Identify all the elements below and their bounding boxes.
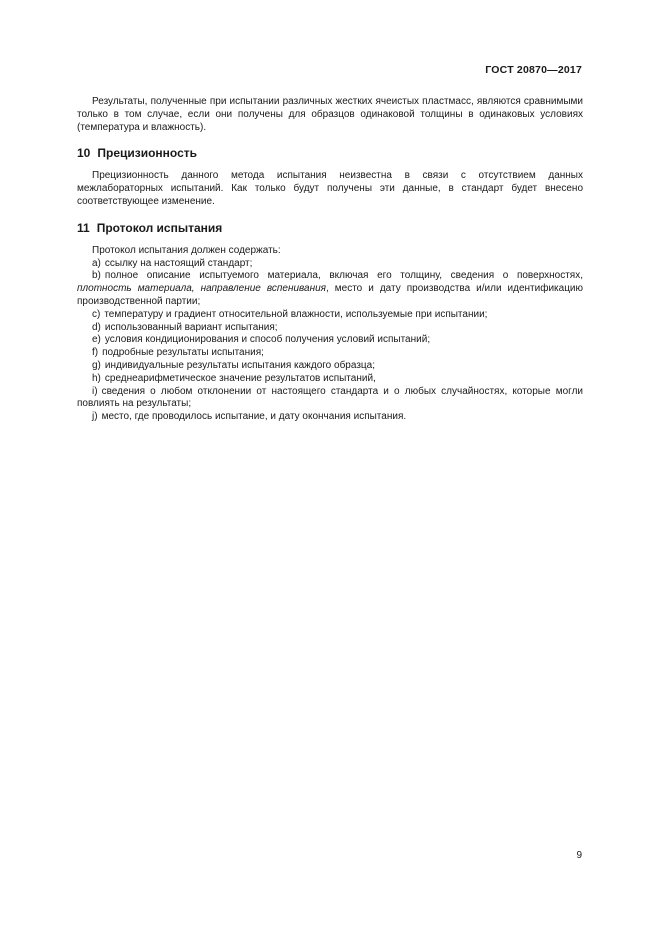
list-marker: b) bbox=[92, 270, 101, 282]
list-item-text: ссылку на настоящий стандарт; bbox=[104, 257, 253, 269]
list-item-italic-text: плотность материала, направление вспенивания bbox=[77, 283, 326, 295]
page-content bbox=[77, 96, 583, 424]
list-item-text: условия кондиционирования и способ получения условий испытаний; bbox=[104, 334, 431, 346]
list-item-a bbox=[77, 258, 583, 271]
list-marker: j) bbox=[92, 411, 98, 423]
list-marker: f) bbox=[92, 347, 99, 359]
section-11-title: Протокол испытания bbox=[96, 220, 223, 235]
list-item-h bbox=[77, 373, 583, 386]
list-item-text: место, где проводилось испытание, и дату окончания испытания. bbox=[101, 411, 407, 423]
list-item-text: среднеарифметическое значение результатов испытаний, bbox=[104, 372, 376, 384]
section-11-number: 11 bbox=[77, 220, 90, 235]
list-item-b bbox=[77, 270, 583, 308]
intro-paragraph: Результаты, полученные при испытании различных жестких ячеистых пластмасс, являются сравнимыми только в том случае, если они получены для образцов одинаковой толщины в одинаковых условиях (температура и влажность). bbox=[77, 96, 583, 133]
section-10-title: Прецизионность bbox=[97, 146, 198, 161]
page-number: 9 bbox=[576, 850, 582, 861]
section-10-paragraph: Прецизионность данного метода испытания неизвестна в связи с отсутствием данных межлабораторных испытаний. Как только будут получены эти данные, в стандарт будет внесено соответствующее изменение. bbox=[77, 170, 583, 207]
document-code: ГОСТ 20870—2017 bbox=[485, 64, 582, 76]
list-item-text: температуру и градиент относительной влажности, используемые при испытании; bbox=[104, 308, 488, 320]
list-item-c bbox=[77, 309, 583, 322]
list-item-f bbox=[77, 347, 583, 360]
list-item-d bbox=[77, 322, 583, 335]
list-marker: e) bbox=[92, 334, 101, 346]
list-item-text: сведения о любом отклонении от настоящего стандарта и о любых случайностях, которые могли повлиять на результаты; bbox=[77, 385, 583, 410]
list-marker: d) bbox=[92, 321, 101, 333]
list-marker: g) bbox=[92, 359, 101, 371]
list-item-e bbox=[77, 334, 583, 347]
list-marker: c) bbox=[92, 308, 101, 320]
list-item-text: индивидуальные результаты испытания каждого образца; bbox=[104, 359, 375, 371]
list-item-i bbox=[77, 386, 583, 412]
list-item-text: полное описание испытуемого материала, включая его толщину, сведения о поверхностях, bbox=[104, 270, 583, 282]
list-marker: h) bbox=[92, 372, 101, 384]
list-item-g bbox=[77, 360, 583, 373]
section-11-lead: Протокол испытания должен содержать: bbox=[92, 244, 281, 256]
list-marker: i) bbox=[92, 385, 98, 397]
section-10-number: 10 bbox=[77, 146, 91, 161]
list-item-text: использованный вариант испытания; bbox=[104, 321, 278, 333]
section-10-heading bbox=[77, 146, 583, 160]
section-11-heading bbox=[77, 221, 583, 235]
list-item-j bbox=[77, 411, 583, 424]
list-marker: a) bbox=[92, 257, 101, 269]
list-item-text: подробные результаты испытания; bbox=[102, 347, 264, 359]
list-item-text: , место и дату производства и/или идентификацию производственной партии; bbox=[77, 283, 584, 307]
